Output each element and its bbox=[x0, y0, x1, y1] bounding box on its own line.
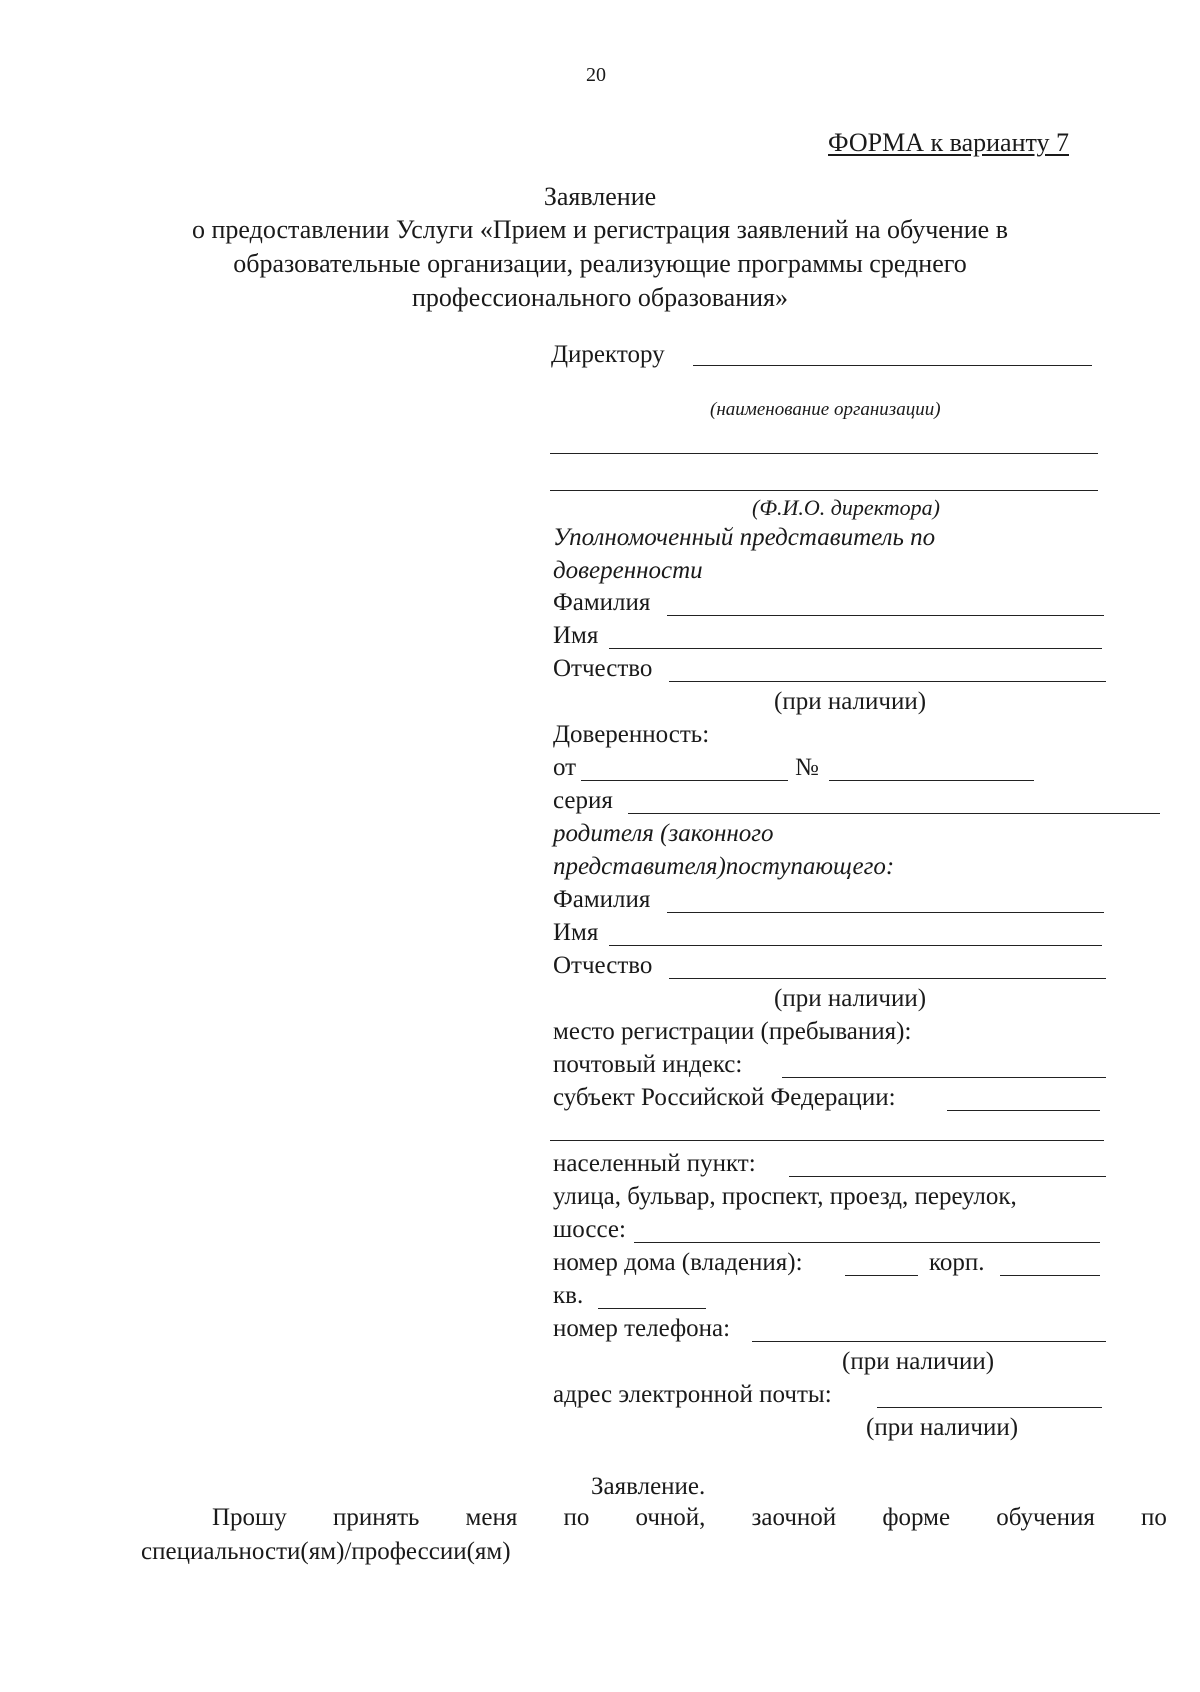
rep-name-field[interactable] bbox=[609, 648, 1102, 649]
representative-heading-1: Уполномоченный представитель по bbox=[553, 524, 936, 551]
statement-body-line-1 bbox=[212, 1503, 1167, 1533]
statement-word: меня bbox=[465, 1504, 518, 1531]
rep-patronymic-field[interactable] bbox=[669, 681, 1106, 682]
subject-field-2[interactable] bbox=[550, 1140, 1104, 1141]
director-org-field[interactable] bbox=[693, 365, 1092, 366]
document-subtitle-line-1: о предоставлении Услуги «Прием и регистрация заявлений на обучение в bbox=[192, 215, 1008, 244]
subject-field[interactable] bbox=[947, 1110, 1100, 1111]
email-field[interactable] bbox=[877, 1407, 1102, 1408]
parent-surname-label: Фамилия bbox=[553, 886, 651, 913]
statement-word: по bbox=[563, 1504, 590, 1531]
rep-surname-label: Фамилия bbox=[553, 589, 651, 616]
street-label-1: улица, бульвар, проспект, проезд, переулок, bbox=[553, 1183, 1017, 1210]
locality-field[interactable] bbox=[789, 1176, 1106, 1177]
statement-word: обучения bbox=[996, 1504, 1095, 1531]
rep-patronymic-label: Отчество bbox=[553, 655, 653, 682]
house-label: номер дома (владения): bbox=[553, 1249, 803, 1276]
apartment-field[interactable] bbox=[598, 1308, 706, 1309]
subject-label: субъект Российской Федерации: bbox=[553, 1084, 896, 1111]
statement-body-line-2: специальности(ям)/профессии(ям) bbox=[141, 1538, 511, 1565]
rep-surname-field[interactable] bbox=[667, 615, 1104, 616]
parent-patronymic-field[interactable] bbox=[669, 978, 1106, 979]
poa-number-label: № bbox=[795, 754, 819, 781]
statement-word: Прошу bbox=[212, 1504, 287, 1531]
email-hint: (при наличии) bbox=[866, 1414, 1019, 1441]
rep-patronymic-hint: (при наличии) bbox=[774, 688, 927, 715]
parent-heading-2: представителя)поступающего: bbox=[553, 853, 895, 880]
phone-label: номер телефона: bbox=[553, 1315, 731, 1342]
phone-field[interactable] bbox=[752, 1341, 1106, 1342]
postal-code-label: почтовый индекс: bbox=[553, 1051, 743, 1078]
poa-series-label: серия bbox=[553, 787, 613, 814]
parent-name-field[interactable] bbox=[609, 945, 1102, 946]
parent-surname-field[interactable] bbox=[667, 912, 1104, 913]
parent-patronymic-hint: (при наличии) bbox=[774, 985, 927, 1012]
parent-name-label: Имя bbox=[553, 919, 599, 946]
statement-word: очной, bbox=[635, 1504, 706, 1531]
apartment-label: кв. bbox=[553, 1282, 584, 1309]
representative-heading-2: доверенности bbox=[553, 557, 703, 584]
poa-number-field[interactable] bbox=[829, 780, 1034, 781]
document-subtitle-line-2: образовательные организации, реализующие программы среднего bbox=[233, 249, 967, 278]
email-label: адрес электронной почты: bbox=[553, 1381, 832, 1408]
registration-label: место регистрации (пребывания): bbox=[553, 1018, 912, 1045]
building-label: корп. bbox=[929, 1249, 985, 1276]
rep-name-label: Имя bbox=[553, 622, 599, 649]
locality-label: населенный пункт: bbox=[553, 1150, 756, 1177]
director-fio-field[interactable] bbox=[550, 490, 1098, 491]
poa-date-field[interactable] bbox=[581, 780, 788, 781]
statement-word: форме bbox=[882, 1504, 951, 1531]
building-field[interactable] bbox=[1000, 1275, 1100, 1276]
statement-word: принять bbox=[332, 1504, 420, 1531]
org-name-hint: (наименование организации) bbox=[710, 399, 941, 420]
director-label: Директору bbox=[551, 341, 665, 368]
document-subtitle-line-3: профессионального образования» bbox=[411, 283, 789, 312]
statement-word: заочной bbox=[751, 1504, 837, 1531]
parent-patronymic-label: Отчество bbox=[553, 952, 653, 979]
poa-label: Доверенность: bbox=[553, 721, 710, 748]
postal-code-field[interactable] bbox=[782, 1077, 1106, 1078]
page-number: 20 bbox=[586, 64, 606, 86]
document-title: Заявление bbox=[543, 182, 657, 211]
form-variant-label: ФОРМА к варианту 7 bbox=[828, 128, 1069, 157]
statement-word: по bbox=[1141, 1504, 1167, 1531]
street-field[interactable] bbox=[634, 1242, 1100, 1243]
street-label-2: шоссе: bbox=[553, 1216, 626, 1243]
poa-from-label: от bbox=[553, 754, 577, 781]
parent-heading-1: родителя (законного bbox=[553, 820, 774, 847]
poa-series-field[interactable] bbox=[628, 813, 1160, 814]
phone-hint: (при наличии) bbox=[842, 1348, 995, 1375]
director-fio-hint: (Ф.И.О. директора) bbox=[752, 495, 940, 520]
house-field[interactable] bbox=[845, 1275, 918, 1276]
director-org-field-2[interactable] bbox=[550, 453, 1098, 454]
statement-heading: Заявление. bbox=[591, 1473, 706, 1500]
